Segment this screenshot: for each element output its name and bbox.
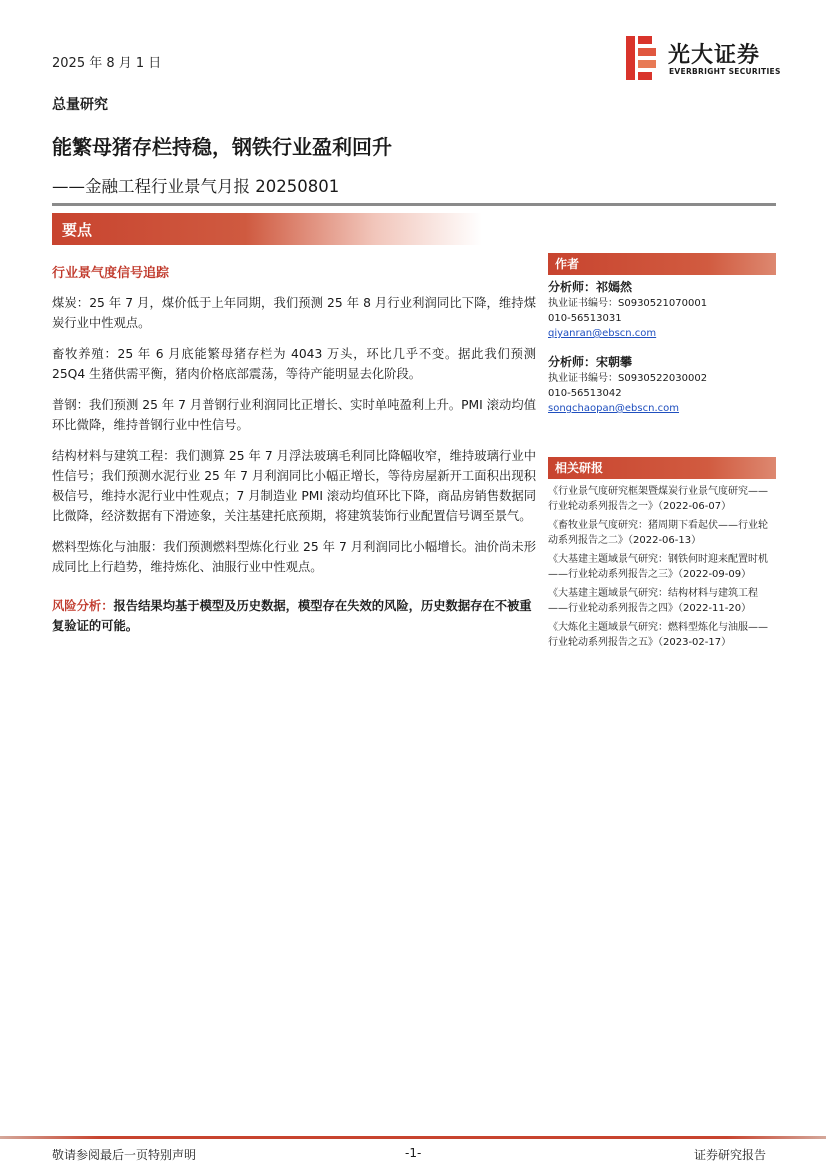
paragraph-coal: 煤炭：25 年 7 月，煤价低于上年同期，我们预测 25 年 8 月行业利润同比下降，维持煤炭行业中性观点。: [52, 296, 536, 330]
sidebar: [548, 253, 776, 654]
report-date: 2025 年 8 月 1 日: [52, 56, 162, 71]
list-item[interactable]: 《大基建主题域景气研究：钢铁何时迎来配置时机——行业轮动系列报告之三》（2022-09-09）: [548, 554, 768, 580]
risk-text: 报告结果均基于模型及历史数据，模型存在失效的风险，历史数据存在不被重复验证的可能。: [52, 599, 532, 633]
key-points-label: 要点: [62, 221, 93, 239]
risk-analysis: [52, 596, 536, 636]
list-item[interactable]: 《大基建主题域景气研究：结构材料与建筑工程——行业轮动系列报告之四》（2022-11-20）: [548, 588, 758, 614]
analyst-email-link[interactable]: qiyanran@ebscn.com: [548, 328, 657, 339]
analyst-phone: 010-56513042: [548, 388, 622, 399]
footer-disclaimer: 敬请参阅最后一页特别声明: [52, 1148, 197, 1162]
page-title: 能繁母猪存栏持稳，钢铁行业盈利回升: [52, 135, 392, 159]
authors-label: 作者: [555, 257, 580, 271]
page-number: -1-: [405, 1146, 422, 1160]
logo-chinese-name: 光大证券: [668, 43, 761, 68]
related-reports-banner: [548, 457, 776, 479]
related-reports-label: 相关研报: [555, 461, 604, 475]
paragraph-steel: 普钢：我们预测 25 年 7 月普钢行业利润同比正增长、实时单吨盈利上升。PMI 滚动均值环比微降，维持普钢行业中性信号。: [52, 398, 536, 432]
analyst-card: [548, 278, 776, 341]
authors-banner: [548, 253, 776, 275]
paragraph-livestock: 畜牧养殖：25 年 6 月底能繁母猪存栏为 4043 万头，环比几乎不变。据此我们预测 25Q4 生猪供需平衡，猪肉价格底部震荡，等待产能明显去化阶段。: [52, 347, 536, 381]
list-item[interactable]: 《畜牧业景气度研究：猪周期下看起伏——行业轮动系列报告之二》（2022-06-13）: [548, 520, 768, 546]
title-divider: [52, 203, 776, 206]
analyst-card: [548, 353, 776, 416]
section-heading: 行业景气度信号追踪: [52, 266, 170, 281]
company-logo: [626, 36, 786, 82]
everbright-logo-icon: [626, 36, 658, 80]
paragraph-refining: 燃料型炼化与油服：我们预测燃料型炼化行业 25 年 7 月利润同比小幅增长。油价尚未形成同比上行趋势，维持炼化、油服行业中性观点。: [52, 540, 536, 574]
analyst-name: 分析师：祁嫣然: [548, 280, 633, 294]
analyst-name: 分析师：宋朝攀: [548, 355, 633, 369]
analyst-cert: 执业证书编号：S0930521070001: [548, 298, 708, 309]
analyst-cert: 执业证书编号：S0930522030002: [548, 373, 708, 384]
list-item[interactable]: 《行业景气度研究框架暨煤炭行业景气度研究——行业轮动系列报告之一》（2022-06-07）: [548, 486, 768, 512]
footer-divider: [0, 1136, 826, 1139]
logo-english-name: EVERBRIGHT SECURITIES: [669, 67, 781, 76]
analyst-email-link[interactable]: songchaopan@ebscn.com: [548, 403, 679, 414]
report-category: 总量研究: [52, 97, 108, 113]
risk-label: 风险分析：: [52, 599, 114, 613]
paragraph-building-materials: 结构材料与建筑工程：我们测算 25 年 7 月浮法玻璃毛利同比降幅收窄，维持玻璃行业中性信号；我们预测水泥行业 25 年 7 月利润同比小幅正增长，等待房屋新开工面积出现积极信号，维持水泥行业中性观点；7 月制造业 PMI 滚动均值环比下降，商品房销售数据同比微降，经济数据有下滑迹象，关注基建托底预期，将建筑装饰行业配置信号调至景气。: [52, 449, 536, 523]
key-points-body: [52, 262, 536, 636]
key-points-banner: [52, 213, 482, 245]
related-reports-list: [548, 484, 776, 650]
footer-report-type: 证券研究报告: [694, 1148, 767, 1162]
page-subtitle: ——金融工程行业景气月报 20250801: [52, 177, 340, 196]
analyst-phone: 010-56513031: [548, 313, 622, 324]
list-item[interactable]: 《大炼化主题域景气研究：燃料型炼化与油服——行业轮动系列报告之五》（2023-02-17）: [548, 622, 768, 648]
